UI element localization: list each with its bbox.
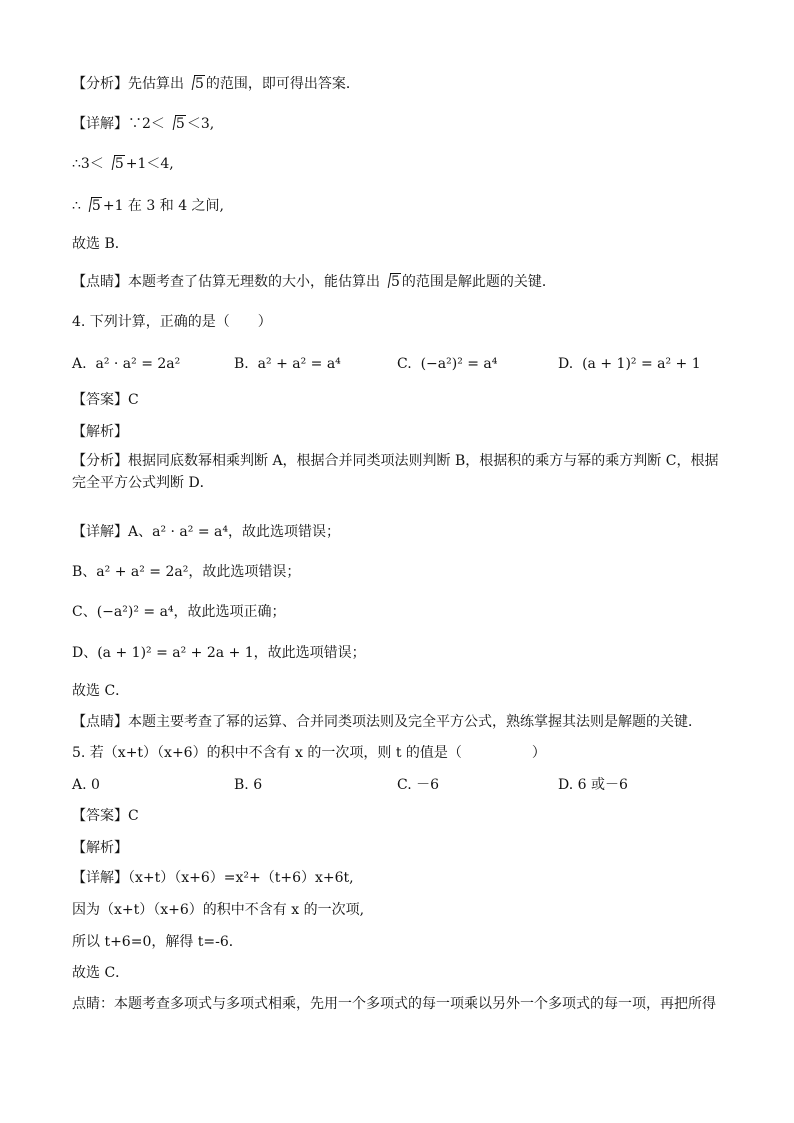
q4-detail-b: B、a² + a² = 2a²，故此选项错误；	[72, 564, 301, 580]
q5-jiexi: 【解析】	[72, 840, 128, 856]
q5-option-d: D. 6 或－6	[558, 777, 628, 793]
q4-option-a: A. a² · a² = 2a²	[72, 356, 181, 372]
q4-detail-c: C、(−a²)² = a⁴，故此选项正确；	[72, 604, 286, 620]
q5-answer: 【答案】C	[72, 808, 139, 824]
sqrt-5: 5	[185, 74, 205, 94]
q4-jiexi: 【解析】	[72, 424, 128, 440]
q4-option-d: D. (a + 1)² = a² + 1	[558, 356, 701, 372]
q4-comment: 【点睛】本题主要考查了幂的运算、合并同类项法则及完全平方公式，熟练掌握其法则是解题的关键．	[72, 714, 702, 730]
therefore-line-2	[72, 196, 224, 216]
analysis-line	[72, 74, 360, 94]
q4-select: 故选 C．	[72, 683, 130, 699]
comment-line	[72, 272, 556, 292]
q4-stem: 4. 下列计算，正确的是（ ）	[72, 314, 272, 330]
q5-detail-2: 因为（x+t）（x+6）的积中不含有 x 的一次项,	[72, 902, 365, 918]
q5-option-b: B. 6	[234, 777, 263, 793]
q5-detail-1: 【详解】（x+t）（x+6）=x²+（t+6）x+6t,	[72, 870, 354, 886]
q4-analysis: 【分析】根据同底数幂相乘判断 A，根据合并同类项法则判断 B，根据积的乘方与幂的乘方判断 C，根据完全平方公式判断 D．	[72, 453, 719, 491]
text: ∴3＜	[72, 156, 104, 172]
q5-option-c: C. －6	[397, 777, 440, 793]
q5-detail-3: 所以 t+6=0，解得 t=-6．	[72, 934, 243, 950]
text: 的范围是解此题的关键．	[401, 274, 556, 290]
sqrt-5: 5	[82, 196, 102, 216]
text: +1 在 3 和 4 之间,	[102, 198, 224, 214]
q5-select: 故选 C．	[72, 965, 130, 981]
text: 【详解】∵2＜	[72, 116, 165, 132]
sqrt-5: 5	[166, 114, 186, 134]
text: 【点睛】本题考查了估算无理数的大小，能估算出	[72, 274, 380, 290]
q5-stem: 5. 若（x+t）（x+6）的积中不含有 x 的一次项，则 t 的值是（ ）	[72, 745, 546, 761]
text: 故选 B．	[72, 236, 129, 252]
detail-line	[72, 114, 214, 134]
text: ∴	[72, 198, 81, 214]
q4-option-c: C. (−a²)² = a⁴	[397, 356, 498, 372]
text: +1＜4,	[125, 156, 174, 172]
q5-option-a: A. 0	[72, 777, 100, 793]
q4-detail-d: D、(a + 1)² = a² + 2a + 1，故此选项错误；	[72, 645, 366, 661]
therefore-line	[72, 154, 174, 174]
q4-option-b: B. a² + a² = a⁴	[234, 356, 341, 372]
text: 的范围，即可得出答案．	[205, 76, 360, 92]
sqrt-5: 5	[105, 154, 125, 174]
q5-comment: 点睛：本题考查多项式与多项式相乘，先用一个多项式的每一项乘以另外一个多项式的每一项，再把所得	[72, 996, 716, 1012]
sqrt-5: 5	[381, 272, 401, 292]
q4-detail-a: 【详解】A、a² · a² = a⁴，故此选项错误；	[72, 524, 340, 540]
select-line	[72, 234, 129, 254]
q4-answer: 【答案】C	[72, 392, 139, 408]
text: 【分析】先估算出	[72, 76, 184, 92]
text: ＜3,	[186, 116, 215, 132]
